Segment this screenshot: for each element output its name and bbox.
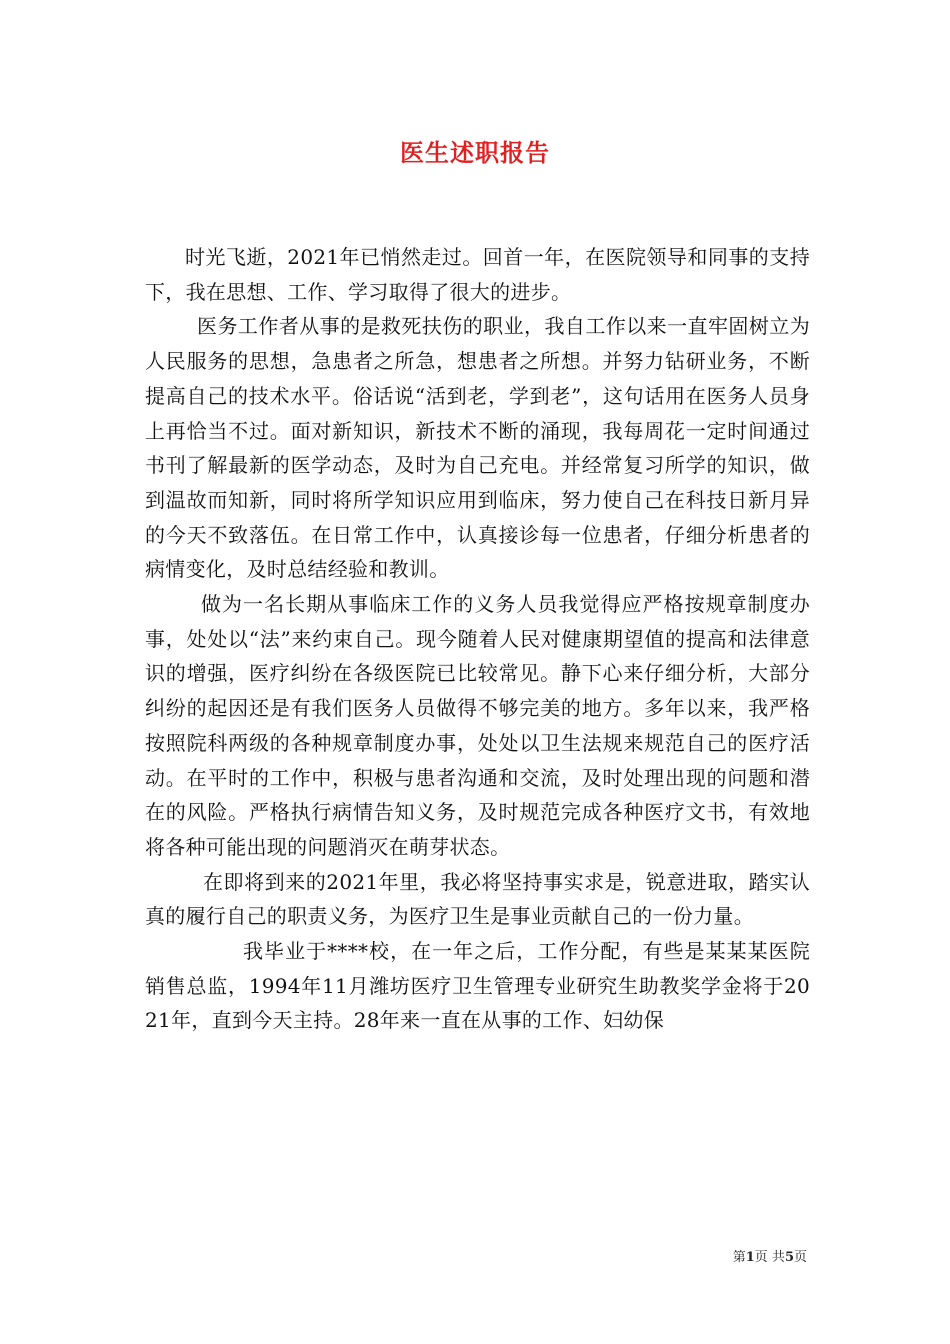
paragraph: 做为一名长期从事临床工作的义务人员我觉得应严格按规章制度办事，处处以“法”来约束自己。现今随着人民对健康期望值的提高和法律意识的增强，医疗纠纷在各级医院已比较常见。静下心来仔细分析，大部分纠纷的起因还是有我们医务人员做得不够完美的地方。多年以来，我严格按照院科两级的各种规章制度办事，处处以卫生法规来规范自己的医疗活动。在平时的工作中，积极与患者沟通和交流，及时处理出现的问题和潜在的风险。严格执行病情告知义务，及时规范完成各种医疗文书，有效地将各种可能出现的问题消灭在萌芽状态。 <box>145 592 810 859</box>
footer-middle: 页 共 <box>754 1250 785 1265</box>
footer-suffix: 页 <box>793 1250 807 1265</box>
document-body <box>145 240 810 1038</box>
current-page-number: 1 <box>745 1250 755 1265</box>
paragraph: 医务工作者从事的是救死扶伤的职业，我自工作以来一直牢固树立为人民服务的思想，急患者之所急，想患者之所想。并努力钻研业务，不断提高自己的技术水平。俗话说“活到老，学到老”，这句话用在医务人员身上再恰当不过。面对新知识，新技术不断的涌现，我每周花一定时间通过书刊了解最新的医学动态，及时为自己充电。并经常复习所学的知识，做到温故而知新，同时将所学知识应用到临床，努力使自己在科技日新月异的今天不致落伍。在日常工作中，认真接诊每一位患者，仔细分析患者的病情变化，及时总结经验和教训。 <box>145 314 810 582</box>
footer-prefix: 第 <box>732 1250 746 1265</box>
page-title: 医生述职报告 <box>400 138 550 167</box>
paragraph: 我毕业于****校，在一年之后，工作分配，有些是某某某医院销售总监，1994年11月潍坊医疗卫生管理专业研究生助教奖学金将于2021年，直到今天主持。28年来一直在从事的工作、妇幼保 <box>145 939 810 1033</box>
page-footer <box>733 1246 807 1265</box>
total-pages-number: 5 <box>784 1250 794 1265</box>
paragraph: 时光飞逝，2021年已悄然走过。回首一年，在医院领导和同事的支持下，我在思想、工作、学习取得了很大的进步。 <box>145 245 810 304</box>
paragraph: 在即将到来的2021年里，我必将坚持事实求是，锐意进取，踏实认真的履行自己的职责义务，为医疗卫生是事业贡献自己的一份力量。 <box>145 869 810 929</box>
